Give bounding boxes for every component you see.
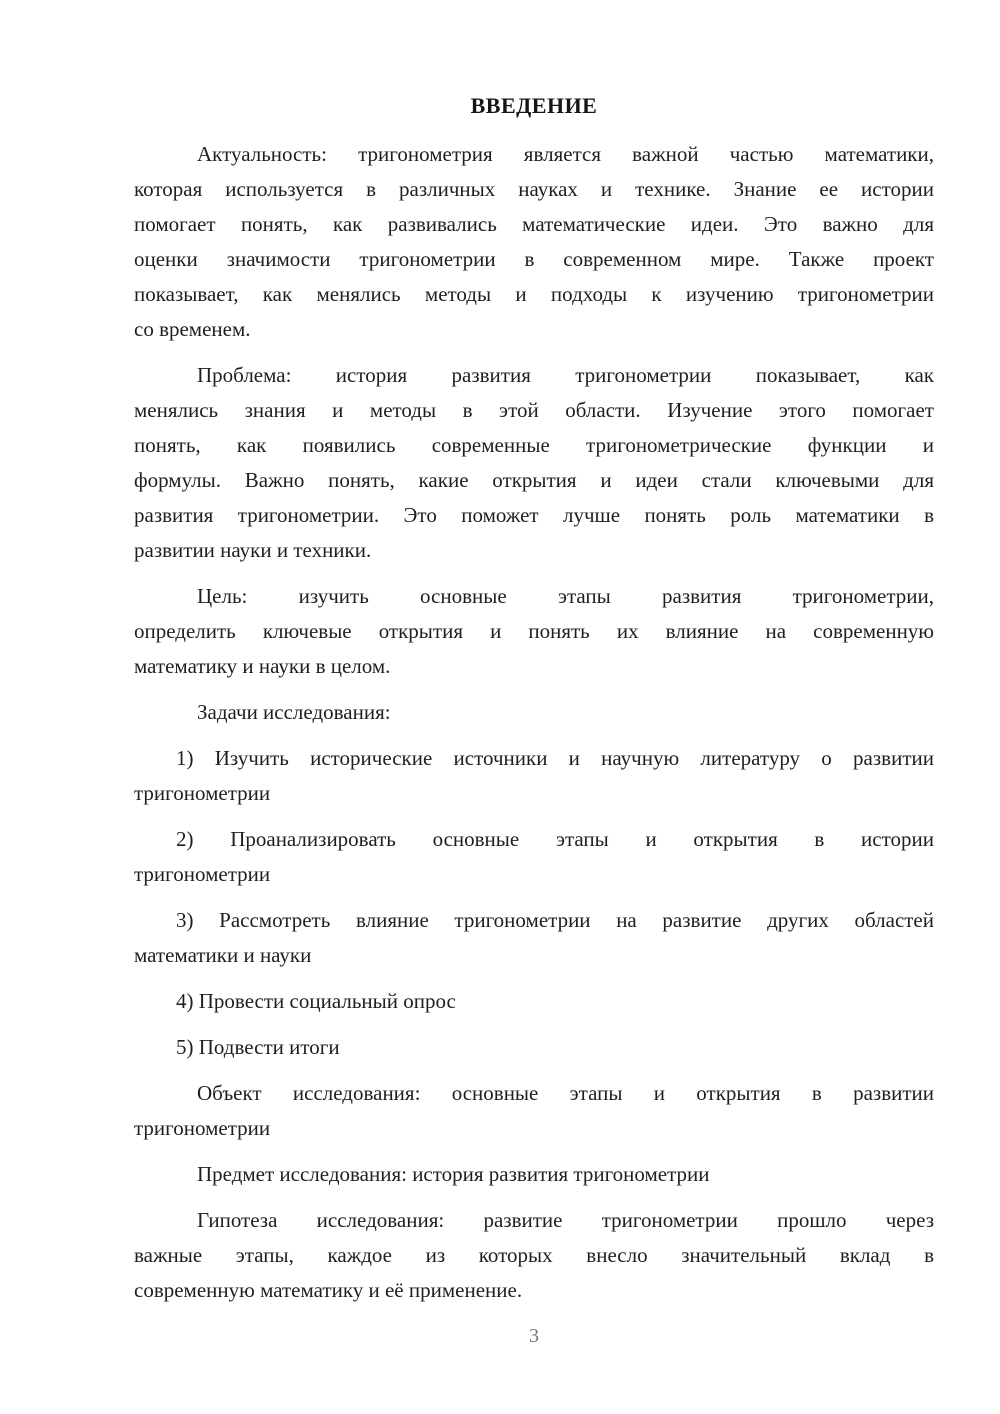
text-line: 4) Провести социальный опрос [176, 989, 456, 1013]
text-line: Задачи исследования: [197, 700, 391, 724]
text-line: оценки значимости тригонометрии в современном мире. Также проект [134, 247, 934, 271]
text-line: которая используется в различных науках и технике. Знание ее истории [134, 177, 934, 201]
document-body [134, 137, 934, 1308]
task-item-5 [134, 1030, 934, 1065]
text-line: 5) Подвести итоги [176, 1035, 340, 1059]
heading-zadachi [134, 695, 934, 730]
paragraph-problema [134, 358, 934, 568]
text-line: со временем. [134, 317, 251, 341]
text-line: 2) Проанализировать основные этапы и открытия в истории [176, 827, 934, 851]
text-line: формулы. Важно понять, какие открытия и идеи стали ключевыми для [134, 468, 934, 492]
paragraph-predmet [134, 1157, 934, 1192]
text-line: важные этапы, каждое из которых внесло значительный вклад в [134, 1243, 934, 1267]
page-title: ВВЕДЕНИЕ [470, 93, 598, 118]
task-item-1 [134, 741, 934, 811]
text-line: помогает понять, как развивались математические идеи. Это важно для [134, 212, 934, 236]
task-item-3 [134, 903, 934, 973]
text-line: математики и науки [134, 943, 312, 967]
text-line: показывает, как менялись методы и подходы к изучению тригонометрии [134, 282, 934, 306]
text-line: математику и науки в целом. [134, 654, 391, 678]
text-line: Цель: изучить основные этапы развития тригонометрии, [197, 584, 934, 608]
text-line: Гипотеза исследования: развитие тригонометрии прошло через [197, 1208, 934, 1232]
task-item-4 [134, 984, 934, 1019]
text-line: 1) Изучить исторические источники и научную литературу о развитии [176, 746, 934, 770]
text-line: Объект исследования: основные этапы и открытия в развитии [197, 1081, 934, 1105]
text-line: понять, как появились современные тригонометрические функции и [134, 433, 934, 457]
text-line: менялись знания и методы в этой области. Изучение этого помогает [134, 398, 934, 422]
text-line: определить ключевые открытия и понять их влияние на современную [134, 619, 934, 643]
text-line: Актуальность: тригонометрия является важной частью математики, [197, 142, 934, 166]
text-line: развития тригонометрии. Это поможет лучше понять роль математики в [134, 503, 934, 527]
text-line: современную математику и её применение. [134, 1278, 523, 1302]
text-line: Предмет исследования: история развития тригонометрии [197, 1162, 710, 1186]
paragraph-tsel [134, 579, 934, 684]
page-number: 3 [529, 1325, 539, 1347]
text-line: тригонометрии [134, 781, 271, 805]
text-line: Проблема: история развития тригонометрии показывает, как [197, 363, 934, 387]
text-line: развитии науки и техники. [134, 538, 372, 562]
task-item-2 [134, 822, 934, 892]
text-line: тригонометрии [134, 1116, 271, 1140]
text-line: 3) Рассмотреть влияние тригонометрии на развитие других областей [176, 908, 934, 932]
paragraph-gipoteza [134, 1203, 934, 1308]
text-line: тригонометрии [134, 862, 271, 886]
paragraph-aktualnost [134, 137, 934, 347]
paragraph-obekt [134, 1076, 934, 1146]
